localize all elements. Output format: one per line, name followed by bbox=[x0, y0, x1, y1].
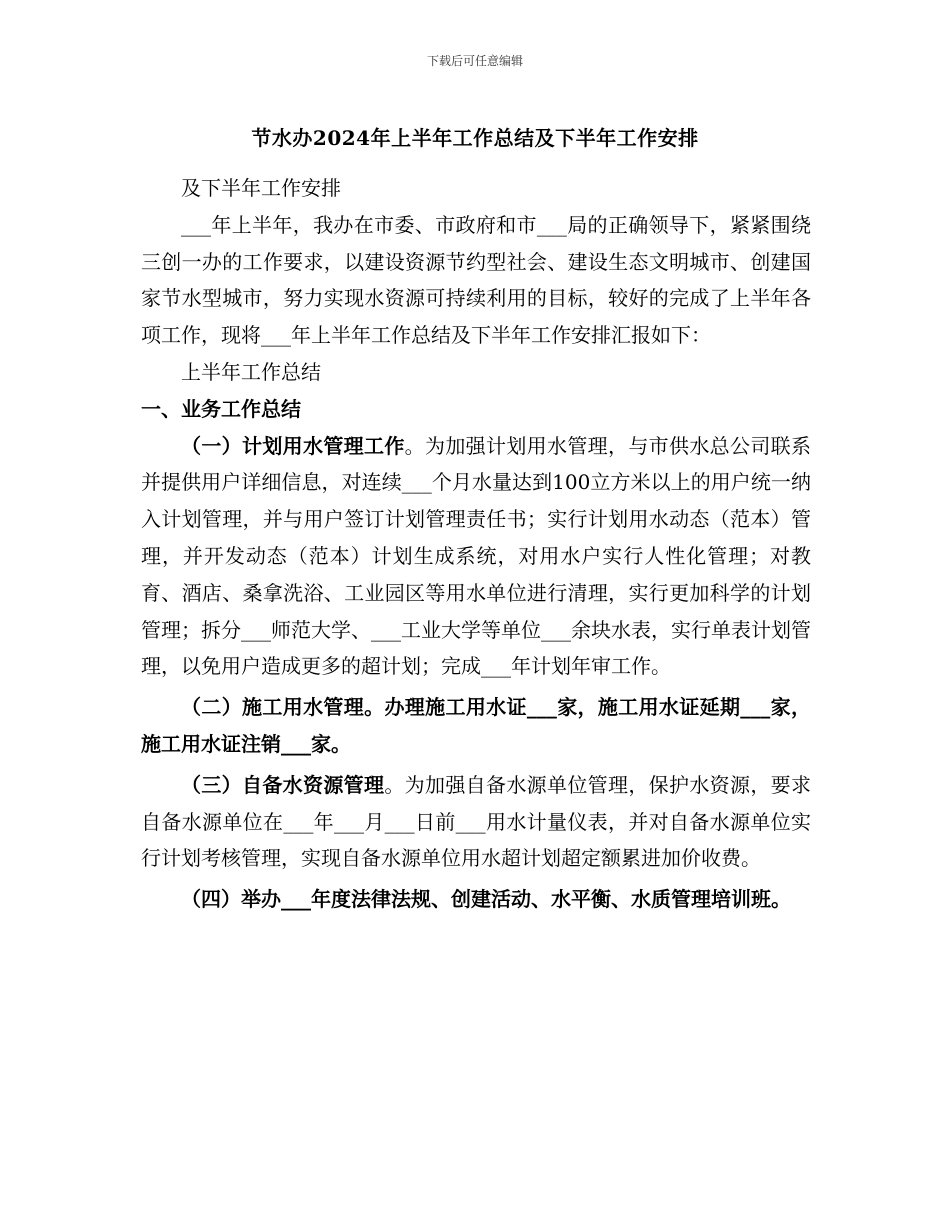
paragraph-training: （四）举办___年度法律法规、创建活动、水平衡、水质管理培训班。 bbox=[181, 887, 791, 912]
plan-water-heading: （一）计划用水管理工作 bbox=[181, 433, 405, 458]
paragraph-section-label: 上半年工作总结 bbox=[181, 359, 321, 384]
document-body bbox=[141, 170, 811, 918]
paragraph-intro: ___年上半年，我办在市委、市政府和市___局的正确领导下，紧紧围绕三创一办的工作要求，以建设资源节约型社会、建设生态文明城市、创建国家节水型城市，努力实现水资源可持续利用的目标，较好的完成了上半年各项工作，现将___年上半年工作总结及下半年工作安排汇报如下： bbox=[141, 212, 811, 348]
self-supply-text: 。为加强自备水源单位管理，保护水资源，要求自备水源单位在___年___月___日前___用水计量仪表，并对自备水源单位实行计划考核管理，实现自备水源单位用水超计划超定额累进加价收费。 bbox=[141, 772, 812, 871]
section-heading-1: 一、业务工作总结 bbox=[141, 396, 301, 421]
paragraph-construction-water: （二）施工用水管理。办理施工用水证___家，施工用水证延期___家，施工用水证注销___家。 bbox=[141, 695, 811, 756]
header-note: 下载后可任意编辑 bbox=[426, 54, 523, 68]
self-supply-heading: （三）自备水资源管理 bbox=[181, 772, 385, 797]
paragraph-subtitle: 及下半年工作安排 bbox=[181, 176, 341, 200]
plan-water-text: 。为加强计划用水管理，与市供水总公司联系并提供用户详细信息，对连续___个月水量达到100立方米以上的用户统一纳入计划管理，并与用户签订计划管理责任书；实行计划用水动态（范本）管理，并开发动态（范本）计划生成系统，对用水户实行人性化管理；对教育、酒店、桑拿洗浴、工业园区等用水单位进行清理，实行更加科学的计划管理；拆分___师范大学、___工业大学等单位___余块水表，实行单表计划管理，以免用户造成更多的超计划；完成___年计划年审工作。 bbox=[141, 433, 812, 679]
paragraph-self-supply bbox=[141, 767, 811, 877]
document-title: 节水办2024年上半年工作总结及下半年工作安排 bbox=[251, 126, 699, 150]
paragraph-plan-water bbox=[141, 428, 811, 686]
